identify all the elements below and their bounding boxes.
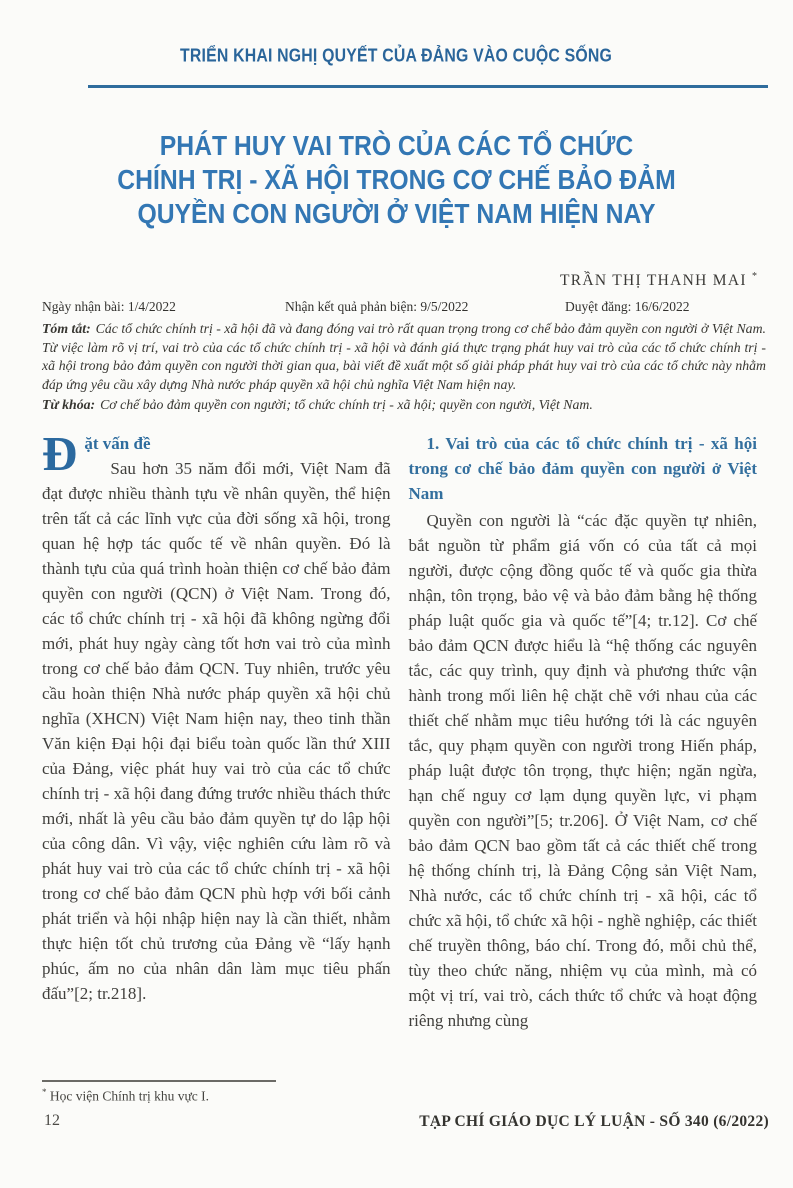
footnote-marker: * [42,1087,47,1097]
journal-section-banner [0,47,793,66]
journal-footer: TẠP CHÍ GIÁO DỤC LÝ LUẬN - SỐ 340 (6/2022) [419,1113,769,1130]
footnote-text: Học viện Chính trị khu vực I. [49,1088,210,1104]
journal-section-banner-text: TRIỂN KHAI NGHỊ QUYẾT CỦA ĐẢNG VÀO CUỘC SỐNG [180,45,613,67]
date-reviewed: Nhận kết quả phản biện: 9/5/2022 [285,299,469,314]
abstract-text: Các tổ chức chính trị - xã hội đã và đang đóng vai trò rất quan trọng trong cơ chế bảo đảm quyền con người ở Việt Nam. Từ việc làm rõ vị trí, vai trò của các tổ chức chính trị - xã hội và đánh giá thực trạng phát huy vai trò của các tổ chức chính trị - xã hội trong bảo đảm quyền con người thời gian qua, bài viết đề xuất một số giải pháp phát huy vai trò của các tổ chức này nhằm đáp ứng yêu cầu xây dựng Nhà nước pháp quyền xã hội chủ nghĩa Việt Nam hiện nay. [42,321,766,392]
keywords-label: Từ khóa: [42,397,96,413]
article-title [0,129,793,231]
footnote [42,1087,209,1105]
article-title-line-3: QUYỀN CON NGƯỜI Ở VIỆT NAM HIỆN NAY [137,198,656,230]
author-name: TRẦN THỊ THANH MAI [559,272,747,290]
intro-dropcap: Đ [42,426,78,481]
date-accepted: Duyệt đăng: 16/6/2022 [565,299,690,314]
abstract [42,320,766,394]
footnote-divider [42,1080,276,1082]
abstract-block [42,320,766,415]
dates-row [42,299,757,319]
header-divider-rule [88,85,768,88]
article-title-line-1: PHÁT HUY VAI TRÒ CỦA CÁC TỔ CHỨC [159,130,634,162]
keywords-text: Cơ chế bảo đảm quyền con người; tổ chức chính trị - xã hội; quyền con người, Việt Nam. [100,397,593,413]
page-number: 12 [44,1112,60,1129]
intro-heading: ặt vấn đề [84,434,151,453]
section-1-paragraph: Quyền con người là “các đặc quyền tự nhiên, bắt nguồn từ phẩm giá vốn có của tất cả mọi người, được cộng đồng quốc tế và quốc gia thừa nhận, tôn trọng, bảo vệ và bảo đảm bằng hệ thống pháp luật quốc gia và quốc tế”[4; tr.12]. Cơ chế bảo đảm QCN được hiểu là “hệ thống các nguyên tắc, các quy trình, quy định và phương thức vận hành trong mối liên hệ chặt chẽ với nhau của các thiết chế nhằm mục tiêu hướng tới là các nguyên tắc, quy phạm quyền con người trong Hiến pháp, pháp luật được tôn trọng, thực hiện; ngăn ngừa, hạn chế nguy cơ lạm dụng quyền lực, vi phạm quyền con người”[5; tr.206]. Ở Việt Nam, cơ chế bảo đảm QCN bao gồm tất cả các thiết chế trong hệ thống chính trị, là Đảng Cộng sản Việt Nam, Nhà nước, các tổ chức chính trị - xã hội, các tổ chức xã hội, tổ chức xã hội - nghề nghiệp, các thiết chế truyền thông, báo chí. Trong đó, mỗi chủ thể, tùy theo chức năng, nhiệm vụ của mình, mà có một vị trí, vai trò, cách thức tổ chức và hoạt động riêng nhưng cùng [408,511,757,1030]
intro-paragraph [42,426,391,1006]
author-line [42,271,757,290]
intro-body-text: Sau hơn 35 năm đổi mới, Việt Nam đã đạt được nhiều thành tựu về nhân quyền, thể hiện trên tất cả các lĩnh vực của đời sống xã hội, trong quan hệ hợp tác quốc tế về nhân quyền. Đó là thành tựu của quá trình hoàn thiện cơ chế bảo đảm quyền con người (QCN) ở Việt Nam. Trong đó, các tổ chức chính trị - xã hội đã không ngừng đổi mới, phát huy ngày càng tốt hơn vai trò của mình trong cơ chế bảo đảm QCN. Tuy nhiên, trước yêu cầu hoàn thiện Nhà nước pháp quyền xã hội chủ nghĩa (XHCN) Việt Nam hiện nay, theo tinh thần Văn kiện Đại hội đại biểu toàn quốc lần thứ XIII của Đảng, việc phát huy vai trò của các tổ chức chính trị - xã hội đang đứng trước nhiều thách thức mới, nhất là yêu cầu bảo đảm quyền tự do lập hội của công dân. Vì vậy, việc nghiên cứu làm rõ và phát huy vai trò của các tổ chức chính trị - xã hội trong cơ chế bảo đảm QCN phù hợp với bối cảnh phát triển và hội nhập hiện nay là cần thiết, nhằm thực hiện tốt chủ trương của Đảng về “lấy hạnh phúc, ấm no của nhân dân làm mục tiêu phấn đấu”[2; tr.218]. [42,459,391,1003]
date-received: Ngày nhận bài: 1/4/2022 [42,299,176,314]
section-1-heading: 1. Vai trò của các tổ chức chính trị - xã hội trong cơ chế bảo đảm quyền con người ở Việt Nam [408,434,757,503]
left-column [42,426,391,1033]
abstract-label: Tóm tắt: [42,321,91,336]
content-columns [42,426,757,1033]
article-title-line-2: CHÍNH TRỊ - XÃ HỘI TRONG CƠ CHẾ BẢO ĐẢM [117,164,676,196]
keywords [42,396,766,415]
author-footnote-marker: * [752,271,757,282]
right-column [409,431,758,1033]
